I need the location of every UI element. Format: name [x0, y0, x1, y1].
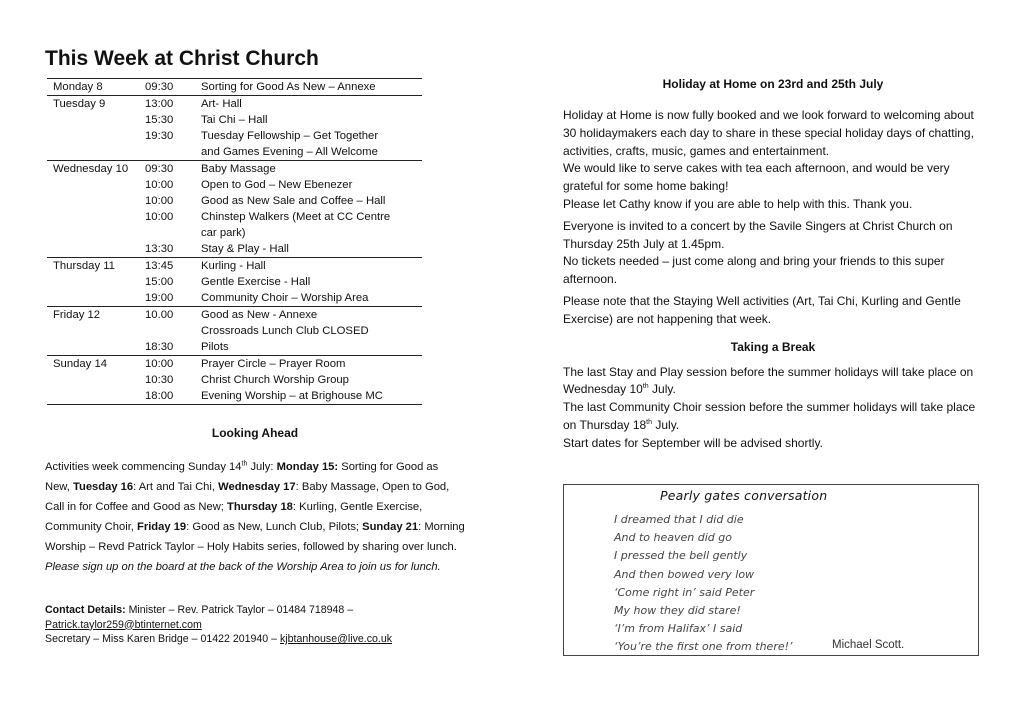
- schedule-day: [47, 372, 139, 388]
- schedule-event: Art- Hall: [201, 98, 242, 110]
- schedule-event: Prayer Circle – Prayer Room: [201, 358, 346, 370]
- schedule-event: Sorting for Good As New – Annexe: [201, 81, 376, 93]
- schedule-event: Baby Massage: [201, 163, 276, 175]
- break-paragraph: Start dates for September will be advised shortly.: [563, 435, 823, 450]
- schedule-day-group: [47, 356, 422, 405]
- schedule-event: and Games Evening – All Welcome: [201, 146, 378, 158]
- schedule-day: Sunday 14: [53, 358, 108, 370]
- schedule-event: Open to God – New Ebenezer: [201, 179, 353, 191]
- schedule-event: Good as New Sale and Coffee – Hall: [201, 195, 386, 207]
- schedule-row: [47, 112, 422, 128]
- schedule-day-group: [47, 161, 422, 258]
- schedule-time: 15:00: [145, 276, 174, 288]
- looking-ahead-text: Activities week commencing Sunday 14th July: Monday 15: Sorting for Good as New, Tuesday 16: Art and Tai Chi, Wednesday 17: Baby Massage, Open to God, Call in for Coffee and Good as New; Thursday 18: Kurling, Gentle Exercise, Community Choir, Friday 19: Good as New, Lunch Club, Pilots; Sunday 21: Morning Worship – Revd Patrick Taylor – Holy Habits series, followed by sharing over lunch. Please sign up on the board at the back of the Worship Area to join us for lunch.: [45, 460, 465, 573]
- schedule-day: Thursday 11: [53, 260, 115, 272]
- schedule-event: Evening Worship – at Brighouse MC: [201, 390, 383, 402]
- poem-line: I pressed the bell gently: [614, 549, 748, 563]
- poem-title: Pearly gates conversation: [660, 488, 828, 503]
- schedule-event: Tai Chi – Hall: [201, 114, 268, 126]
- break-paragraph: The last Community Choir session before the summer holidays will take place on Thursday 18th July.: [563, 400, 976, 432]
- poem-line: I dreamed that I did die: [614, 513, 744, 526]
- schedule-day: Wednesday 10: [53, 163, 129, 175]
- schedule-day: [47, 323, 139, 339]
- schedule-event: Kurling - Hall: [201, 260, 266, 272]
- schedule-row: [47, 258, 422, 275]
- holiday-paragraph: We would like to serve cakes with tea each afternoon, and would be very grateful for some home baking!: [563, 161, 950, 194]
- left-column: [45, 46, 465, 647]
- schedule-row: [47, 144, 422, 161]
- holiday-paragraph: Everyone is invited to a concert by the Savile Singers at Christ Church on Thursday 25th July at 1.45pm.: [563, 218, 953, 251]
- schedule-time: 10:00: [145, 211, 174, 223]
- schedule-day: Friday 12: [53, 309, 101, 321]
- schedule-row: [47, 307, 422, 324]
- schedule-day-group: [47, 258, 422, 307]
- schedule-time: 13:45: [145, 260, 174, 272]
- schedule-row: [47, 339, 422, 356]
- schedule-row: [47, 356, 422, 373]
- schedule-time: 13:30: [145, 243, 174, 255]
- poem-line: ‘You’re the first one from there!’: [614, 640, 793, 654]
- schedule-time: [139, 144, 195, 161]
- schedule-row: [47, 193, 422, 209]
- schedule-time: 19:30: [145, 130, 174, 142]
- poem-box: [563, 484, 979, 656]
- poem-author: Michael Scott.: [832, 639, 905, 651]
- schedule-event: Community Choir – Worship Area: [201, 292, 369, 304]
- schedule-row: [47, 274, 422, 290]
- schedule-event: Crossroads Lunch Club CLOSED: [201, 325, 369, 337]
- schedule-time: 13:00: [145, 98, 174, 110]
- schedule-day: [47, 144, 139, 161]
- schedule-row: [47, 96, 422, 113]
- contact-details: [45, 603, 465, 647]
- schedule-time: 10:30: [145, 374, 174, 386]
- schedule-time: 15:30: [145, 114, 174, 126]
- holiday-paragraph: No tickets needed – just come along and bring your friends to this super afternoon.: [563, 254, 945, 287]
- poem-line: And then bowed very low: [614, 567, 755, 581]
- schedule-day: [47, 128, 139, 144]
- poem-lines: [614, 511, 793, 657]
- schedule-day: [47, 241, 139, 258]
- schedule-day: [47, 274, 139, 290]
- schedule-day: Monday 8: [53, 81, 103, 93]
- taking-a-break-heading: Taking a Break: [730, 339, 816, 354]
- schedule-day: Tuesday 9: [53, 98, 106, 110]
- schedule-event: car park): [201, 227, 246, 239]
- schedule-time: 09:30: [145, 81, 174, 93]
- schedule-day: [47, 177, 139, 193]
- schedule-time: [139, 323, 195, 339]
- poem-line: ‘Come right in’ said Peter: [614, 585, 755, 599]
- poem-line: And to heaven did go: [614, 531, 732, 545]
- secretary-email-link[interactable]: kjbtanhouse@live.co.uk: [279, 633, 393, 645]
- schedule-time: 10:00: [145, 358, 174, 370]
- schedule-day: [47, 112, 139, 128]
- schedule-day: [47, 290, 139, 307]
- page-title: This Week at Christ Church: [45, 47, 319, 70]
- looking-ahead-heading: Looking Ahead: [211, 426, 299, 440]
- schedule-day-group: [47, 96, 422, 161]
- schedule-day: [47, 193, 139, 209]
- schedule-time: [139, 225, 195, 241]
- schedule-day: [47, 225, 139, 241]
- contact-label: Contact Details:: [45, 604, 126, 616]
- schedule-row: [47, 372, 422, 388]
- poem-line: My how they did stare!: [614, 604, 741, 618]
- holiday-paragraph: Holiday at Home is now fully booked and we look forward to welcoming about 30 holidaymakers each day to share in these special holiday days of chatting, activities, crafts, music, games and entertainment.: [563, 108, 974, 158]
- schedule-day-group: [47, 79, 422, 96]
- schedule-row: [47, 161, 422, 178]
- schedule-time: 09:30: [145, 163, 174, 175]
- schedule-event: Gentle Exercise - Hall: [201, 276, 311, 288]
- schedule-event: Chinstep Walkers (Meet at CC Centre: [201, 211, 391, 223]
- holiday-paragraph: Please let Cathy know if you are able to help with this. Thank you.: [563, 196, 913, 211]
- schedule-time: 18:30: [145, 341, 174, 353]
- schedule-time: 19:00: [145, 292, 174, 304]
- schedule-event: Good as New - Annexe: [201, 309, 318, 321]
- holiday-at-home-heading: Holiday at Home on 23rd and 25th July: [662, 77, 884, 91]
- schedule-time: 18:00: [145, 390, 174, 402]
- schedule-day: [47, 339, 139, 356]
- schedule-event: Pilots: [201, 341, 229, 353]
- schedule-event: Stay & Play - Hall: [201, 243, 289, 255]
- schedule-row: [47, 241, 422, 258]
- break-paragraph: The last Stay and Play session before the summer holidays will take place on Wednesday 10th July.: [563, 364, 974, 397]
- schedule-event: Christ Church Worship Group: [201, 374, 349, 386]
- holiday-paragraph: Please note that the Staying Well activities (Art, Tai Chi, Kurling and Gentle Exercise) are not happening that week.: [563, 293, 961, 326]
- schedule-time: 10:00: [145, 195, 174, 207]
- schedule-day: [47, 209, 139, 225]
- schedule-row: [47, 290, 422, 307]
- schedule-row: [47, 388, 422, 405]
- schedule-time: 10.00: [145, 309, 174, 321]
- contact-minister-line: Contact Details: Minister – Rev. Patrick Taylor – 01484 718948 –: [45, 604, 354, 616]
- schedule-time: 10:00: [145, 179, 174, 191]
- right-column: [563, 76, 983, 453]
- schedule-row: [47, 128, 422, 144]
- schedule-event: Tuesday Fellowship – Get Together: [201, 130, 379, 142]
- contact-secretary-line: Secretary – Miss Karen Bridge – 01422 201940 – kjbtanhouse@live.co.uk: [45, 633, 393, 645]
- schedule-row: [47, 323, 422, 339]
- schedule-row: [47, 79, 422, 96]
- schedule-day-group: [47, 307, 422, 356]
- schedule-row: [47, 225, 422, 241]
- poem-line: ‘I’m from Halifax’ I said: [614, 622, 743, 636]
- schedule-day: [47, 388, 139, 405]
- minister-email-link[interactable]: Patrick.taylor259@btinternet.com: [45, 618, 202, 631]
- schedule-row: [47, 209, 422, 225]
- schedule-row: [47, 177, 422, 193]
- weekly-schedule-table: [47, 78, 422, 405]
